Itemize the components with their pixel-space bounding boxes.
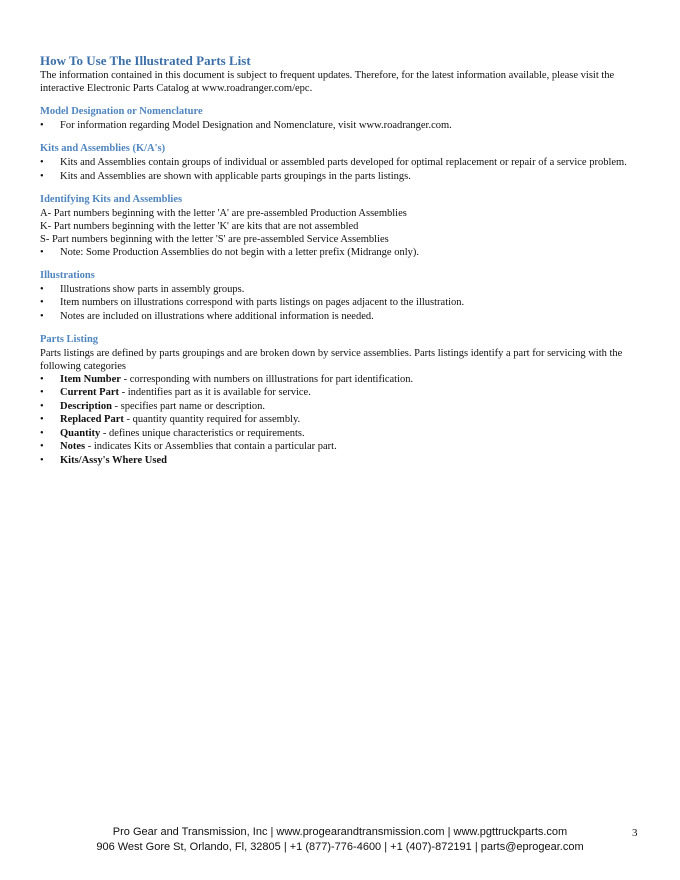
list-item: • Note: Some Production Assemblies do not begin with a letter prefix (Midrange only). (40, 246, 419, 258)
page-title: How To Use The Illustrated Parts List (40, 53, 251, 68)
bullet-icon: • (40, 373, 44, 385)
prefix-line-s: S- Part numbers beginning with the letter 'S' are pre-assembled Service Assemblies (40, 233, 389, 245)
list-item: • Description - specifies part name or description. (40, 400, 265, 412)
bullet-icon: • (40, 454, 44, 466)
model-list (40, 119, 644, 132)
intro-paragraph: The information contained in this document is subject to frequent updates. Therefore, for the latest information available, please visit the interactive Electronic Parts Catalog at www.roadranger.com/epc. (40, 70, 615, 94)
list-item: • Quantity - defines unique characteristics or requirements. (40, 427, 305, 439)
list-item: • Kits/Assy's Where Used (40, 454, 167, 466)
list-item: • Kits and Assemblies are shown with applicable parts groupings in the parts listings. (40, 170, 411, 182)
bullet-icon: • (40, 414, 44, 425)
footer-company-line: Pro Gear and Transmission, Inc | www.progearandtransmission.com | www.pgttruckparts.com (112, 826, 568, 838)
list-item: • Kits and Assemblies contain groups of individual or assembled parts developed for optimal replacement or repair of a service problem. (40, 157, 627, 168)
footer-address-line: 906 West Gore St, Orlando, Fl, 32805 | +1 (877)-776-4600 | +1 (407)-872191 | parts@eprogear.com (96, 841, 584, 853)
list-item: • Notes are included on illustrations where additional information is needed. (40, 310, 374, 322)
bullet-icon: • (40, 170, 44, 182)
page-footer (0, 825, 680, 855)
prefix-line-a: A- Part numbers beginning with the letter 'A' are pre-assembled Production Assemblies (40, 207, 407, 219)
list-item: • Item numbers on illustrations correspond with parts listings on pages adjacent to the illustration. (40, 297, 465, 308)
bullet-icon: • (40, 157, 44, 168)
model-heading: Model Designation or Nomenclature (40, 106, 203, 117)
bullet-icon: • (40, 387, 44, 398)
parts-listing-heading: Parts Listing (40, 333, 99, 345)
parts-listing-intro: Parts listings are defined by parts groupings and are broken down by service assemblies. Parts listings identify a part for servicing with the following categories (40, 347, 623, 372)
bullet-icon: • (40, 427, 44, 439)
list-item: • Notes - indicates Kits or Assemblies that contain a particular part. (40, 441, 337, 452)
illustrations-list (40, 283, 644, 323)
identifying-list (40, 246, 644, 259)
bullet-icon: • (40, 283, 44, 295)
kits-list (40, 156, 644, 183)
illustrations-heading: Illustrations (40, 269, 95, 281)
list-item: • Current Part - indentifies part as it is available for service. (40, 387, 311, 398)
bullet-icon: • (40, 441, 44, 452)
list-item: • Replaced Part - quantity quantity required for assembly. (40, 414, 301, 425)
bullet-icon: • (40, 297, 44, 308)
page-number: 3 (632, 827, 638, 839)
kits-heading: Kits and Assemblies (K/A's) (40, 143, 166, 154)
bullet-icon: • (40, 400, 44, 412)
bullet-icon: • (40, 310, 44, 322)
document-page (40, 53, 644, 467)
list-item: • Illustrations show parts in assembly groups. (40, 283, 245, 295)
bullet-icon: • (40, 246, 44, 258)
list-item: • Item Number - corresponding with numbers on illlustrations for part identification. (40, 373, 414, 385)
parts-categories-list (40, 373, 644, 467)
prefix-line-k: K- Part numbers beginning with the letter 'K' are kits that are not assembled (40, 220, 359, 232)
bullet-icon: • (40, 120, 44, 131)
list-item: • For information regarding Model Designation and Nomenclature, visit www.roadranger.com. (40, 120, 452, 131)
identifying-heading: Identifying Kits and Assemblies (40, 193, 183, 205)
